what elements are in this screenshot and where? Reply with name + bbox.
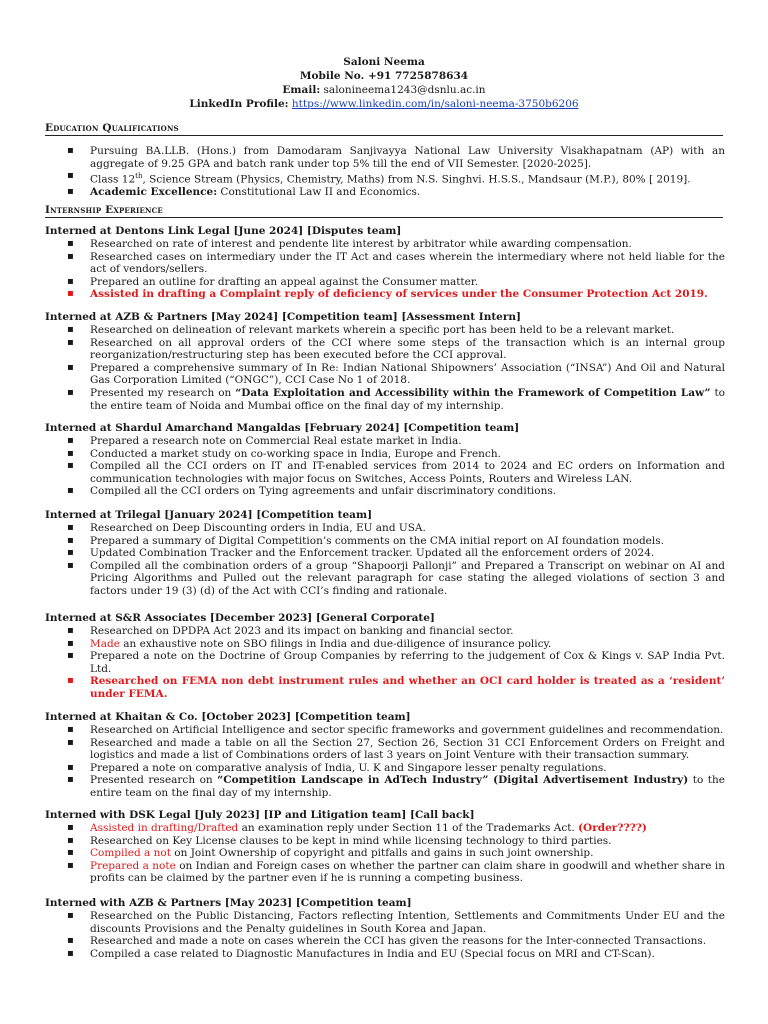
internship-title: Interned at Dentons Link Legal [June 2024] [Disputes team] [45, 225, 402, 237]
email-label: Email: [282, 84, 321, 96]
list-item: ▪ Prepared a summary of Digital Competition’s comments on the CMA initial report on AI foundation models. [45, 535, 725, 548]
internship-heading: Internship Experience [45, 204, 723, 218]
list-item: ▪ Conducted a market study on co-working space in India, Europe and French. [45, 448, 725, 461]
internship-title: Interned at S&R Associates [December 2023] [General Corporate] [45, 612, 435, 624]
email-line [0, 83, 768, 97]
internship-title: Interned at Trilegal [January 2024] [Competition team] [45, 509, 373, 521]
list-item: ▪ Assisted in drafting/Drafted an examination reply under Section 11 of the Trademarks Act. (Order????) [45, 822, 725, 835]
internship-title: Interned with AZB & Partners [May 2023] [Competition team] [45, 897, 412, 909]
list-item: ▪ Class 12th, Science Stream (Physics, Chemistry, Maths) from N.S. Singhvi. H.S.S., Mandsaur (M.P.), 80% [ 2019]. [45, 170, 725, 186]
list-item: ▪ Researched on delineation of relevant markets wherein a specific port has been held to be a relevant market. [45, 324, 725, 337]
list-item: ▪ Researched on Artificial Intelligence and sector specific frameworks and government guidelines and recommendation. [45, 724, 725, 737]
internship-title: Interned at Khaitan & Co. [October 2023] [Competition team] [45, 711, 411, 723]
internship-title: Interned at AZB & Partners [May 2024] [Competition team] [Assessment Intern] [45, 311, 521, 323]
education-heading: Education Qualifications [45, 122, 723, 136]
internship-list [45, 625, 725, 701]
internship-title: Interned with DSK Legal [July 2023] [IP and Litigation team] [Call back] [45, 809, 475, 821]
list-item: ▪ Pursuing BA.LLB. (Hons.) from Damodaram Sanjivayya National Law University Visakhapatnam (AP) with an aggregate of 9.25 GPA and batch rank under top 5% till the end of VII Semester. [2020-2025]. [45, 145, 725, 170]
internship-title: Interned at Shardul Amarchand Mangaldas [February 2024] [Competition team] [45, 422, 520, 434]
mobile-line [0, 69, 768, 83]
list-item: ▪ Assisted in drafting a Complaint reply of deficiency of services under the Consumer Protection Act 2019. [45, 288, 725, 301]
list-item: ▪ Presented research on “Competition Landscape in AdTech Industry” (Digital Advertisement Industry) to the entire team on the final day of my internship. [45, 774, 725, 799]
list-item: ▪ Researched on Key License clauses to be kept in mind while licensing technology to third parties. [45, 835, 725, 848]
mobile-label: Mobile No. [299, 70, 365, 82]
list-item: ▪ Compiled a not on Joint Ownership of copyright and pitfalls and gains in such joint ownership. [45, 847, 725, 860]
list-item: ▪ Prepared a note on the Doctrine of Group Companies by referring to the judgement of Cox & Kings v. SAP India Pvt. Ltd. [45, 650, 725, 675]
internship-list [45, 822, 725, 885]
email-address: salonineema1243@dsnlu.ac.in [323, 84, 486, 96]
list-item: ▪ Researched and made a table on all the Section 27, Section 26, Section 31 CCI Enforcement Orders on Freight and logistics and made a list of Combinations orders of last 3 years on Joint Venture with their transaction summary. [45, 737, 725, 762]
list-item: ▪ Prepared a note on comparative analysis of India, U. K and Singapore lesser penalty regulations. [45, 762, 725, 775]
internship-list [45, 435, 725, 498]
list-item: ▪ Researched on DPDPA Act 2023 and its impact on banking and financial sector. [45, 625, 725, 638]
internship-list [45, 724, 725, 800]
internship-list [45, 238, 725, 301]
candidate-name: Saloni Neema [343, 56, 425, 68]
list-item: ▪ Researched on all approval orders of the CCI where some steps of the transaction which is an internal group reorganization/restructuring step has been executed before the CCI approval. [45, 337, 725, 362]
linkedin-line [0, 97, 768, 111]
list-item: ▪ Researched on Deep Discounting orders in India, EU and USA. [45, 522, 725, 535]
list-item: ▪ Researched on FEMA non debt instrument rules and whether an OCI card holder is treated as a ‘resident’ under FEMA. [45, 675, 725, 700]
list-item: ▪ Compiled all the combination orders of a group “Shapoorji Pallonji” and Prepared a Transcript on webinar on AI and Pricing Algorithms and Pulled out the relevant paragraph for case stating the alleged violations of section 3 and factors under 19 (3) (d) of the Act with CCI’s finding and rationale. [45, 560, 725, 598]
contact-header [0, 55, 768, 111]
list-item: ▪ Prepared an outline for drafting an appeal against the Consumer matter. [45, 276, 725, 289]
internship-list [45, 324, 725, 412]
list-item: ▪ Researched cases on intermediary under the IT Act and cases wherein the intermediary where not held liable for the act of vendors/sellers. [45, 251, 725, 276]
list-item: ▪ Updated Combination Tracker and the Enforcement tracker. Updated all the enforcement orders of 2024. [45, 547, 725, 560]
list-item: ▪ Compiled all the CCI orders on Tying agreements and unfair discriminatory conditions. [45, 485, 725, 498]
internship-list [45, 522, 725, 598]
list-item: ▪ Compiled all the CCI orders on IT and IT-enabled services from 2014 to 2024 and EC orders on Information and communication technologies with major focus on Switches, Access Points, Routers and Wireless LAN. [45, 460, 725, 485]
education-list [45, 145, 725, 199]
internship-list [45, 910, 725, 960]
list-item: ▪ Presented my research on “Data Exploitation and Accessibility within the Framework of Competition Law” to the entire team of Noida and Mumbai office on the final day of my internship. [45, 387, 725, 412]
list-item: ▪ Researched and made a note on cases wherein the CCI has given the reasons for the Inter-connected Transactions. [45, 935, 725, 948]
list-item: ▪ Prepared a comprehensive summary of In Re: Indian National Shipowners’ Association (“INSA”) And Oil and Natural Gas Corporation Limited (“ONGC”), CCI Case No 1 of 2018. [45, 362, 725, 387]
list-item: ▪ Made an exhaustive note on SBO filings in India and due-diligence of insurance policy. [45, 638, 725, 651]
list-item: ▪ Prepared a note on Indian and Foreign cases on whether the partner can claim share in goodwill and whether share in profits can be claimed by the partner even if he is running a competing business. [45, 860, 725, 885]
list-item: ▪ Researched on the Public Distancing, Factors reflecting Intention, Settlements and Commitments Under EU and the discounts Provisions and the Penalty guidelines in South Korea and Japan. [45, 910, 725, 935]
list-item: ▪ Compiled a case related to Diagnostic Manufactures in India and EU (Special focus on MRI and CT-Scan). [45, 948, 725, 961]
mobile-number: +91 7725878634 [367, 70, 469, 82]
list-item: ▪ Prepared a research note on Commercial Real estate market in India. [45, 435, 725, 448]
linkedin-link[interactable]: https://www.linkedin.com/in/saloni-neema-3750b6206 [291, 98, 579, 110]
list-item: ▪ Academic Excellence: Constitutional Law II and Economics. [45, 186, 725, 199]
list-item: ▪ Researched on rate of interest and pendente lite interest by arbitrator while awarding compensation. [45, 238, 725, 251]
linkedin-label: LinkedIn Profile: [189, 98, 289, 110]
